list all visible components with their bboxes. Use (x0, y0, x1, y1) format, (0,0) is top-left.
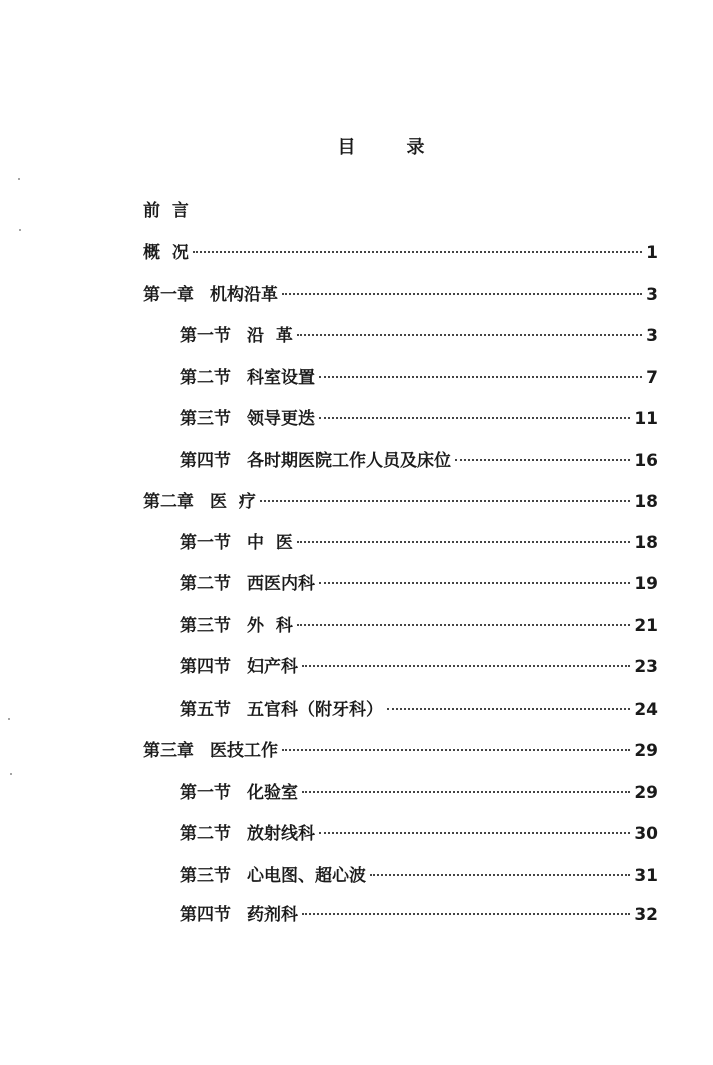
dot-leader (370, 874, 630, 876)
toc-chapter-row (143, 736, 658, 762)
toc-entry-label (180, 819, 315, 844)
entry-title: 医 疗 (210, 492, 256, 512)
section-number: 第一节 (180, 326, 231, 346)
section-number: 第四节 (180, 451, 231, 471)
toc-title-char: 目 (337, 137, 357, 158)
page-number: 3 (646, 285, 658, 305)
scan-speck (18, 178, 20, 180)
dot-leader (319, 417, 630, 419)
toc-entry-label (180, 778, 298, 803)
toc-section-row (180, 404, 658, 430)
dot-leader (302, 665, 630, 667)
toc-entry-label (180, 404, 315, 429)
toc-section-row (180, 695, 658, 721)
toc-section-row (180, 611, 658, 637)
entry-title: 科室设置 (247, 368, 315, 388)
toc-section-row (180, 778, 658, 804)
toc-entry-label (143, 487, 256, 512)
entry-title: 妇产科 (247, 657, 298, 677)
toc-chapter-row (143, 238, 658, 264)
toc-entry-label (180, 446, 451, 471)
dot-leader (193, 251, 642, 253)
entry-title: 五官科（附牙科） (247, 700, 383, 720)
entry-title: 放射线科 (247, 824, 315, 844)
entry-title: 西医内科 (247, 574, 315, 594)
scan-speck (19, 229, 21, 231)
section-number: 第二节 (180, 824, 231, 844)
entry-title: 各时期医院工作人员及床位 (247, 451, 451, 471)
chapter-number: 第一章 (143, 285, 194, 305)
dot-leader (297, 541, 630, 543)
section-number: 第二节 (180, 574, 231, 594)
toc-entry-label (180, 695, 383, 720)
toc-entry-label (180, 528, 293, 553)
toc-entry-label (180, 321, 293, 346)
toc-chapter-row (143, 196, 658, 222)
toc-section-row (180, 819, 658, 845)
page-number: 7 (646, 368, 658, 388)
dot-leader (319, 832, 630, 834)
entry-title: 中 医 (247, 533, 293, 553)
entry-title: 概 况 (143, 243, 189, 263)
page-number: 23 (634, 657, 658, 677)
section-number: 第三节 (180, 409, 231, 429)
page-number: 18 (634, 492, 658, 512)
toc-entry-label (143, 196, 189, 221)
toc-entry-label (143, 280, 278, 305)
page-number: 18 (634, 533, 658, 553)
toc-chapter-row (143, 487, 658, 513)
section-number: 第一节 (180, 533, 231, 553)
page-number: 24 (634, 700, 658, 720)
scan-speck (10, 773, 12, 775)
section-number: 第二节 (180, 368, 231, 388)
entry-title: 心电图、超心波 (247, 866, 366, 886)
scan-speck (8, 718, 10, 720)
page-number: 30 (634, 824, 658, 844)
section-number: 第四节 (180, 905, 231, 925)
toc-section-row (180, 446, 658, 472)
toc-entry-label (180, 363, 315, 388)
dot-leader (260, 500, 630, 502)
dot-leader (319, 582, 630, 584)
toc-entry-label (143, 736, 278, 761)
toc-entry-label (180, 652, 298, 677)
toc-section-row (180, 363, 658, 389)
toc-section-row (180, 569, 658, 595)
section-number: 第五节 (180, 700, 231, 720)
dot-leader (387, 708, 630, 710)
toc-chapter-row (143, 280, 658, 306)
toc-title-char: 录 (406, 137, 426, 158)
page-number: 32 (634, 905, 658, 925)
toc-entry-label (180, 900, 298, 925)
entry-title: 医技工作 (210, 741, 278, 761)
section-number: 第三节 (180, 616, 231, 636)
entry-title: 化验室 (247, 783, 298, 803)
page-number: 1 (646, 243, 658, 263)
entry-title: 领导更迭 (247, 409, 315, 429)
page-number: 31 (634, 866, 658, 886)
dot-leader (302, 791, 630, 793)
toc-entry-label (180, 569, 315, 594)
section-number: 第一节 (180, 783, 231, 803)
page-number: 3 (646, 326, 658, 346)
dot-leader (297, 624, 630, 626)
toc-section-row (180, 900, 658, 926)
entry-title: 外 科 (247, 616, 293, 636)
entry-title: 沿 革 (247, 326, 293, 346)
page-number: 21 (634, 616, 658, 636)
dot-leader (319, 376, 642, 378)
page-number: 11 (634, 409, 658, 429)
entry-title: 前 言 (143, 201, 189, 221)
section-number: 第三节 (180, 866, 231, 886)
section-number: 第四节 (180, 657, 231, 677)
toc-section-row (180, 321, 658, 347)
toc-entry-label (180, 611, 293, 636)
dot-leader (282, 293, 642, 295)
toc-section-row (180, 528, 658, 554)
dot-leader (282, 749, 630, 751)
page-number: 19 (634, 574, 658, 594)
toc-entry-label (143, 238, 189, 263)
page-number: 29 (634, 741, 658, 761)
dot-leader (302, 913, 630, 915)
entry-title: 机构沿革 (210, 285, 278, 305)
chapter-number: 第三章 (143, 741, 194, 761)
chapter-number: 第二章 (143, 492, 194, 512)
dot-leader (297, 334, 642, 336)
entry-title: 药剂科 (247, 905, 298, 925)
toc-entry-label (180, 861, 366, 886)
toc-section-row (180, 652, 658, 678)
page-number: 29 (634, 783, 658, 803)
page-number: 16 (634, 451, 658, 471)
toc-section-row (180, 861, 658, 887)
dot-leader (455, 459, 630, 461)
